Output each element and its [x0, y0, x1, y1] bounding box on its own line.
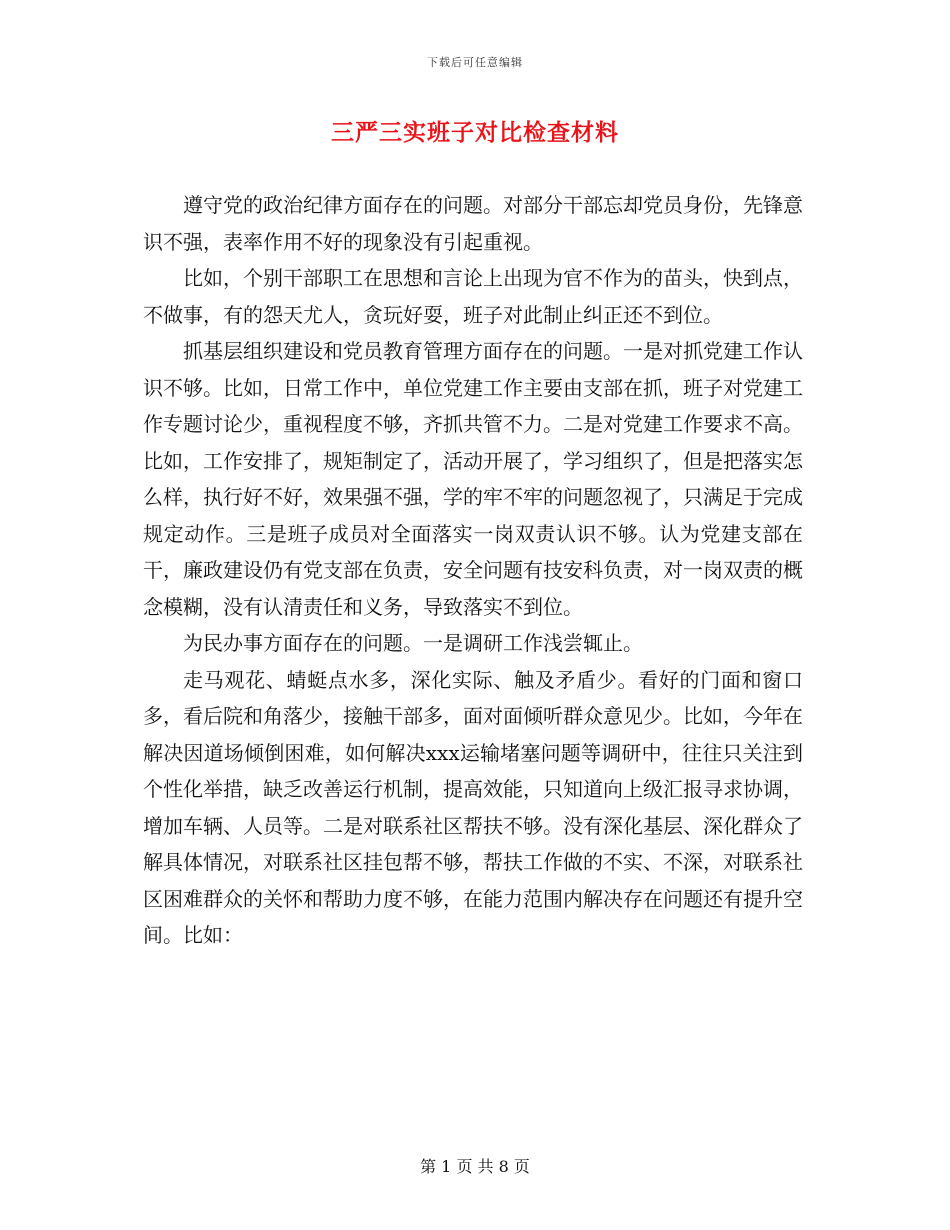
paragraph-1: 遵守党的政治纪律方面存在的问题。对部分干部忘却党员身份，先锋意识不强，表率作用不好的现象没有引起重视。	[143, 193, 803, 254]
paragraph-3: 抓基层组织建设和党员教育管理方面存在的问题。一是对抓党建工作认识不够。比如，日常工作中，单位党建工作主要由支部在抓，班子对党建工作专题讨论少，重视程度不够，齐抓共管不力。二是对党建工作要求不高。比如，工作安排了，规矩制定了，活动开展了，学习组织了，但是把落实怎么样，执行好不好，效果强不强，学的牢不牢的问题忽视了，只满足于完成规定动作。三是班子成员对全面落实一岗双责认识不够。认为党建支部在干，廉政建设仍有党支部在负责，安全问题有技安科负责，对一岗双责的概念模糊，没有认清责任和义务，导致落实不到位。	[143, 339, 803, 619]
document-title: 三严三实班子对比检查材料	[331, 119, 619, 146]
header-note: 下载后可任意编辑	[427, 56, 523, 69]
page-number: 第 1 页 共 8 页	[420, 1157, 530, 1176]
document-body	[143, 187, 803, 954]
paragraph-5: 走马观花、蜻蜓点水多，深化实际、触及矛盾少。看好的门面和窗口多，看后院和角落少，接触干部多，面对面倾听群众意见少。比如，今年在解决因道场倾倒困难，如何解决xxx运输堵塞问题等调研中，往往只关注到个性化举措，缺乏改善运行机制，提高效能，只知道向上级汇报寻求协调，增加车辆、人员等。二是对联系社区帮扶不够。没有深化基层、深化群众了解具体情况，对联系社区挂包帮不够，帮扶工作做的不实、不深，对联系社区困难群众的关怀和帮助力度不够，在能力范围内解决存在问题还有提升空间。比如：	[143, 667, 803, 947]
paragraph-4: 为民办事方面存在的问题。一是调研工作浅尝辄止。	[183, 631, 643, 655]
paragraph-2: 比如，个别干部职工在思想和言论上出现为官不作为的苗头，快到点，不做事，有的怨天尤人，贪玩好耍，班子对此制止纠正还不到位。	[143, 266, 803, 327]
